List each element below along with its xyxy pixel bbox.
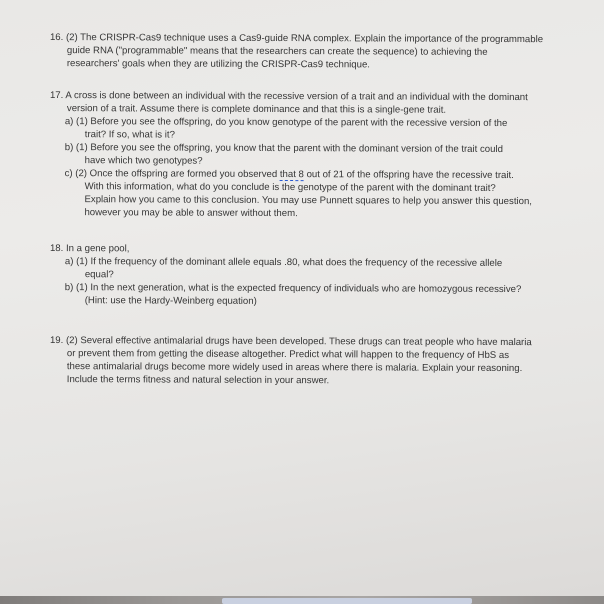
question-17c-highlighted-count: that 8 [279,169,304,181]
question-17c-text-before: c) (2) Once the offspring are formed you observed [64,168,280,181]
screen-edge-highlight [222,598,472,604]
question-17b-line-2: have which two genotypes? [84,155,203,167]
question-18b-line-1: b) (1) In the next generation, what is the expected frequency of individuals who are homozygous recessive? [64,282,522,296]
question-17-line-1: 17. A cross is done between an individual with the recessive version of a trait and an individual with the dominant [49,89,528,104]
question-19-line-4: Include the terms fitness and natural selection in your answer. [66,374,330,387]
question-19-line-3: these antimalarial drugs become more widely used in areas where there is malaria. Explain your reasoning. [66,361,523,375]
question-19 [50,334,532,388]
question-16-line-2: guide RNA ("programmable" means that the researchers can create the sequence) to achieving the [66,45,488,58]
question-17c-line-2: With this information, what do you conclude is the genotype of the parent with the dominant trait? [84,181,496,194]
question-17c-line-3: Explain how you came to this conclusion. You may use Punnett squares to help you answer this question, [84,194,532,208]
question-18-line-1: 18. In a gene pool, [49,242,130,255]
question-17b-line-1: b) (1) Before you see the offspring, you know that the parent with the dominant version of the trait could [64,142,503,155]
question-19-line-1: 19. (2) Several effective antimalarial drugs have been developed. These drugs can treat people who have malaria [49,335,532,349]
question-17a-line-1: a) (1) Before you see the offspring, do you know genotype of the parent with the recessive version of the [64,116,508,129]
question-16-line-1: 16. (2) The CRISPR-Cas9 technique uses a Cas9-guide RNA complex. Explain the importance of the programmable [49,31,544,46]
question-18a-line-2: equal? [84,269,114,281]
question-18 [50,242,522,309]
question-16-line-3: researchers' goals when they are utilizing the CRISPR-Cas9 technique. [66,58,371,71]
question-17-line-2: version of a trait. Assume there is complete dominance and that this is a single-gene trait. [66,103,447,116]
question-18a-line-1: a) (1) If the frequency of the dominant allele equals .80, what does the frequency of the recessive allele [64,256,503,269]
question-17 [49,89,532,221]
question-17c-line-4: however you may be able to answer without them. [84,207,298,220]
question-16 [50,31,543,72]
question-18b-line-2: (Hint: use the Hardy-Weinberg equation) [84,295,257,307]
question-17c-text-after: out of 21 of the offspring have the recessive trait. [303,169,514,182]
question-19-line-2: or prevent them from getting the disease altogether. Predict what will happen to the frequency of HbS as [66,348,510,362]
question-17a-line-2: trait? If so, what is it? [84,129,175,141]
